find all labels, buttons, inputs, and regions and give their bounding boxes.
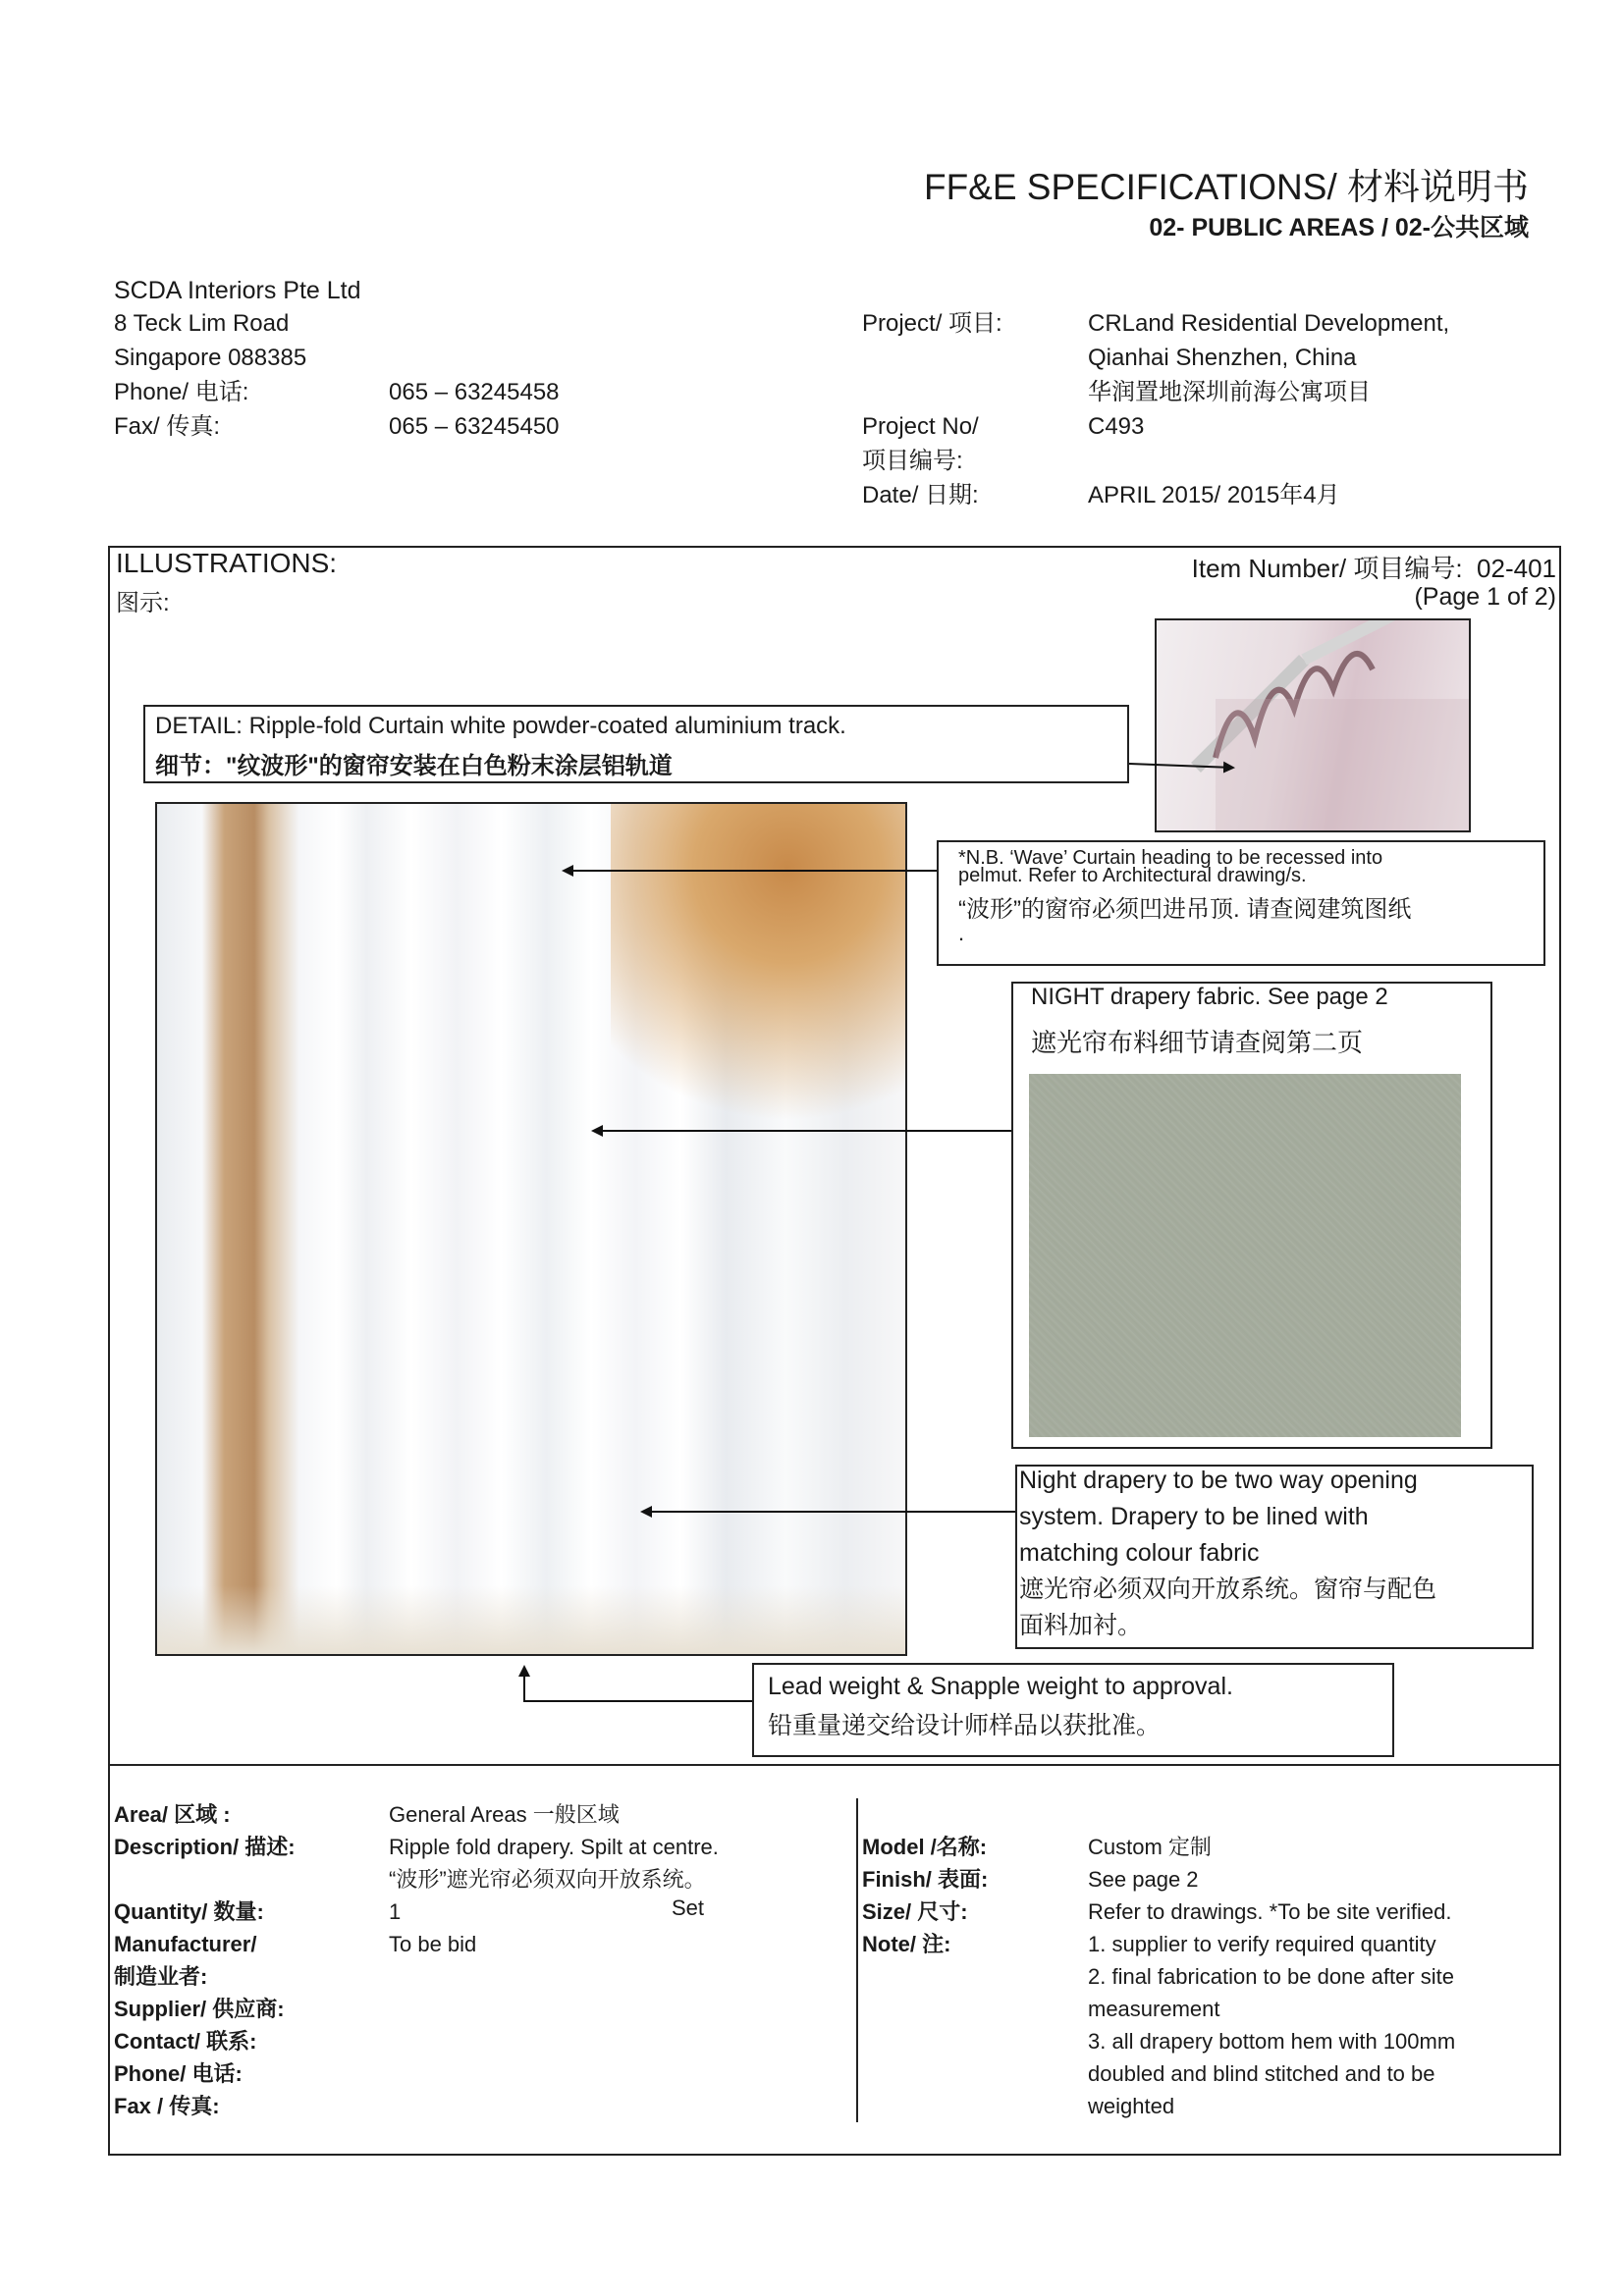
details-right-labels	[862, 1831, 988, 1960]
note-2b: measurement	[1088, 1997, 1220, 2021]
company-phone: 065 – 63245458	[389, 379, 560, 405]
lead-weight-leader	[524, 1667, 752, 1701]
company-address-line1: 8 Teck Lim Road	[114, 310, 290, 337]
manufacturer-label: Manufacturer/	[114, 1932, 257, 1956]
illustrations-label-cn: 图示:	[116, 590, 170, 616]
company-phone-label: Phone/ 电话:	[114, 379, 249, 405]
supplier-label: Supplier/ 供应商:	[114, 1997, 285, 2021]
fax-label: Fax / 传真:	[114, 2094, 220, 2118]
model-label: Model /名称:	[862, 1835, 988, 1859]
date-value: APRIL 2015/ 2015年4月	[1088, 482, 1340, 508]
note-label: Note/ 注:	[862, 1932, 951, 1956]
details-right-values	[1088, 1831, 1455, 2122]
two-way-line1: Night drapery to be two way opening	[1019, 1467, 1418, 1494]
nb-callout-cn: “波形”的窗帘必须凹进吊顶. 请查阅建筑图纸	[958, 896, 1412, 923]
page-indicator: (Page 1 of 2)	[1414, 583, 1556, 611]
size-value: Refer to drawings. *To be site verified.	[1088, 1899, 1452, 1924]
note-2a: 2. final fabrication to be done after site	[1088, 1964, 1455, 1989]
area-label: Area/ 区域 :	[114, 1802, 231, 1827]
details-column-divider	[856, 1798, 858, 2122]
two-way-cn1: 遮光帘必须双向开放系统。窗帘与配色	[1019, 1575, 1437, 1603]
date-label: Date/ 日期:	[862, 482, 979, 508]
two-way-line2: system. Drapery to be lined with	[1019, 1503, 1369, 1530]
item-number-label: Item Number/ 项目编号:	[1191, 554, 1463, 583]
detail-callout-text-cn: 细节："纹波形"的窗帘安装在白色粉末涂层铝轨道	[155, 753, 673, 779]
two-way-cn2: 面料加衬。	[1019, 1612, 1143, 1639]
lead-weight-text-cn: 铅重量递交给设计师样品以获批准。	[768, 1712, 1162, 1739]
night-fabric-text: NIGHT drapery fabric. See page 2	[1031, 984, 1388, 1010]
two-way-line3: matching colour fabric	[1019, 1539, 1260, 1567]
quantity-label: Quantity/ 数量:	[114, 1899, 264, 1924]
project-no: C493	[1088, 413, 1145, 440]
project-no-label-cn: 项目编号:	[862, 448, 963, 474]
item-number-value: 02-401	[1477, 554, 1556, 583]
note-3a: 3. all drapery bottom hem with 100mm	[1088, 2029, 1456, 2054]
project-no-label: Project No/	[862, 413, 979, 440]
detail-leader	[1129, 764, 1233, 768]
project-name-line1: CRLand Residential Development,	[1088, 310, 1450, 337]
detail-callout-text: DETAIL: Ripple-fold Curtain white powder-coated aluminium track.	[155, 713, 846, 739]
finish-label: Finish/ 表面:	[862, 1867, 989, 1892]
note-3b: doubled and blind stitched and to be	[1088, 2061, 1435, 2086]
quantity-unit: Set	[672, 1896, 705, 1920]
quantity-value: 1	[389, 1899, 402, 1924]
details-left-labels	[114, 1798, 296, 2122]
company-fax: 065 – 63245450	[389, 413, 560, 440]
description-value: Ripple fold drapery. Spilt at centre.	[389, 1835, 719, 1859]
lead-weight-text: Lead weight & Snapple weight to approval.	[768, 1673, 1233, 1700]
manufacturer-value: To be bid	[389, 1932, 477, 1956]
description-label: Description/ 描述:	[114, 1835, 296, 1859]
model-value: Custom 定制	[1088, 1835, 1212, 1859]
note-3c: weighted	[1088, 2094, 1175, 2118]
area-value: General Areas 一般区域	[389, 1802, 620, 1827]
project-label: Project/ 项目:	[862, 310, 1002, 337]
document-title: FF&E SPECIFICATIONS/ 材料说明书	[923, 167, 1529, 207]
finish-value: See page 2	[1088, 1867, 1199, 1892]
note-1: 1. supplier to verify required quantity	[1088, 1932, 1436, 1956]
nb-callout-line1: *N.B. ‘Wave’ Curtain heading to be recessed into	[958, 847, 1383, 869]
size-label: Size/ 尺寸:	[862, 1899, 968, 1924]
night-fabric-text-cn: 遮光帘布料细节请查阅第二页	[1031, 1028, 1364, 1057]
nb-callout-dot: .	[958, 921, 965, 945]
details-left-values	[389, 1798, 719, 1960]
description-value-cn: “波形”遮光帘必须双向开放系统。	[389, 1867, 706, 1892]
document-subtitle: 02- PUBLIC AREAS / 02-公共区域	[1149, 214, 1529, 241]
company-name: SCDA Interiors Pte Ltd	[114, 277, 361, 304]
project-name-line2: Qianhai Shenzhen, China	[1088, 345, 1357, 371]
project-name-line3: 华润置地深圳前海公寓项目	[1088, 379, 1371, 405]
phone-label: Phone/ 电话:	[114, 2061, 243, 2086]
company-fax-label: Fax/ 传真:	[114, 413, 221, 440]
illustrations-label: ILLUSTRATIONS:	[116, 548, 338, 578]
manufacturer-label-cn: 制造业者:	[114, 1964, 208, 1989]
contact-label: Contact/ 联系:	[114, 2029, 257, 2054]
nb-callout-line2: pelmut. Refer to Architectural drawing/s.	[958, 865, 1307, 886]
company-address-line2: Singapore 088385	[114, 345, 307, 371]
